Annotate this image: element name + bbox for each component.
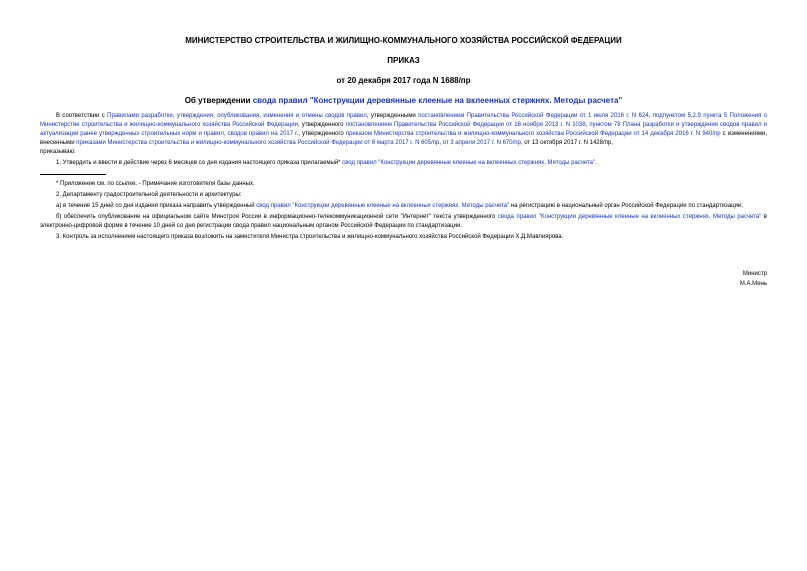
link-regulation-5-2-9[interactable]: подпунктом 5.2.9 пункта 5 Положения о Министерстве строительства и жилищно-коммунального хозяйства Российской Федерации <box>40 113 768 128</box>
preamble-text: с изменениями, внесенными <box>40 131 768 146</box>
preamble-text: , <box>439 140 443 146</box>
link-resolution-624[interactable]: постановлением Правительства Российской Федерации от 1 июля 2016 г. N 624 <box>418 113 649 119</box>
footnote: * Приложение см. по ссылке. - Примечание изготовителя базы данных. <box>56 181 255 187</box>
link-code-of-rules[interactable]: свода правил "Конструкции деревянные клееные на вклеенных стержнях. Методы расчета" <box>497 214 762 220</box>
item-2b-text: б) обеспечить опубликование на официальном сайте Минстроя России в информационно-телекоммуникационной сети "Интернет" текста утвержденного <box>56 214 498 220</box>
item-1-text: 1. Утвердить и ввести в действие через 6 месяцев со дня издания настоящего приказа прилагаемый* <box>56 160 343 166</box>
item-2a <box>40 202 767 211</box>
item-2b <box>40 213 767 231</box>
ministry-heading: МИНИСТЕРСТВО СТРОИТЕЛЬСТВА И ЖИЛИЩНО-КОММУНАЛЬНОГО ХОЗЯЙСТВА РОССИЙСКОЙ ФЕДЕРАЦИИ <box>185 36 622 45</box>
item-3: 3. Контроль за исполнением настоящего приказа возложить на заместителя Министра строительства и жилищно-коммунального хозяйства Российской Федерации Х.Д.Мавлиярова. <box>56 234 564 240</box>
preamble-text: , утвержденными <box>366 113 419 119</box>
link-order-670[interactable]: от 3 апреля 2017 г. N 670/пр <box>442 140 521 146</box>
link-code-of-rules[interactable]: свод правил "Конструкции деревянные клееные на вклеенных стержнях. Методы расчета" <box>342 160 596 166</box>
preamble-text: , от 13 октября 2017 г. N 1428/пр, <box>520 140 613 146</box>
preamble-text: , <box>585 122 590 128</box>
preamble-paragraph <box>40 112 767 148</box>
link-resolution-1038[interactable]: постановлением Правительства Российской Федерации от 18 ноября 2013 г. N 1038 <box>345 122 586 128</box>
title-prefix: Об утверждении <box>184 96 253 105</box>
footnote-separator <box>40 174 106 175</box>
preamble-text: , утвержденного <box>297 122 346 128</box>
item-2a-text: на регистрацию в национальный орган Российской Федерации по стандартизации; <box>509 203 743 209</box>
document-type: ПРИКАЗ <box>387 56 420 65</box>
item-2b-text: в электронно-цифровой форме в течение 10 дней со дня регистрации свода правил национальным органом Российской Федерации по стандартизации. <box>40 214 767 229</box>
link-rules[interactable]: Правилами разработки, утверждения, опубликования, изменения и отмены сводов правил <box>107 113 367 119</box>
item-1-text: . <box>595 160 597 166</box>
preamble-text: , утвержденного <box>298 131 346 137</box>
document-title <box>0 96 807 106</box>
link-plan-item-78[interactable]: пунктом 78 Плана разработки и утверждения сводов правил и актуализации ранее утвержденных строительных норм и правил, сводов правил на 2017 г. <box>40 122 767 137</box>
orders-word: приказываю: <box>40 149 76 155</box>
link-code-of-rules[interactable]: свод правил "Конструкции деревянные клееные на вклеенных стержнях. Методы расчета" <box>256 203 510 209</box>
item-2: 2. Департаменту градостроительной деятельности и архитектуры: <box>56 192 242 198</box>
document-date-number: от 20 декабря 2017 года N 1688/пр <box>336 76 471 85</box>
item-2a-text: а) в течение 15 дней со дня издания приказа направить утвержденный <box>56 203 257 209</box>
preamble-text: В соответствии с <box>56 113 108 119</box>
link-order-605[interactable]: приказами Министерства строительства и жилищно-коммунального хозяйства Российской Федерации от 6 марта 2017 г. N 605/пр <box>76 140 440 146</box>
signature-position: Министр <box>742 271 767 277</box>
preamble-text: , <box>648 113 653 119</box>
document-body <box>40 112 767 242</box>
title-link[interactable]: свода правил "Конструкции деревянные клееные на вклеенных стержнях. Методы расчета" <box>252 96 623 105</box>
item-1 <box>40 159 767 168</box>
link-order-940[interactable]: приказом Министерства строительства и жилищно-коммунального хозяйства Российской Федерации от 14 декабря 2016 г. N 940/пр <box>345 131 721 137</box>
signature-name: М.А.Мень <box>739 281 767 287</box>
